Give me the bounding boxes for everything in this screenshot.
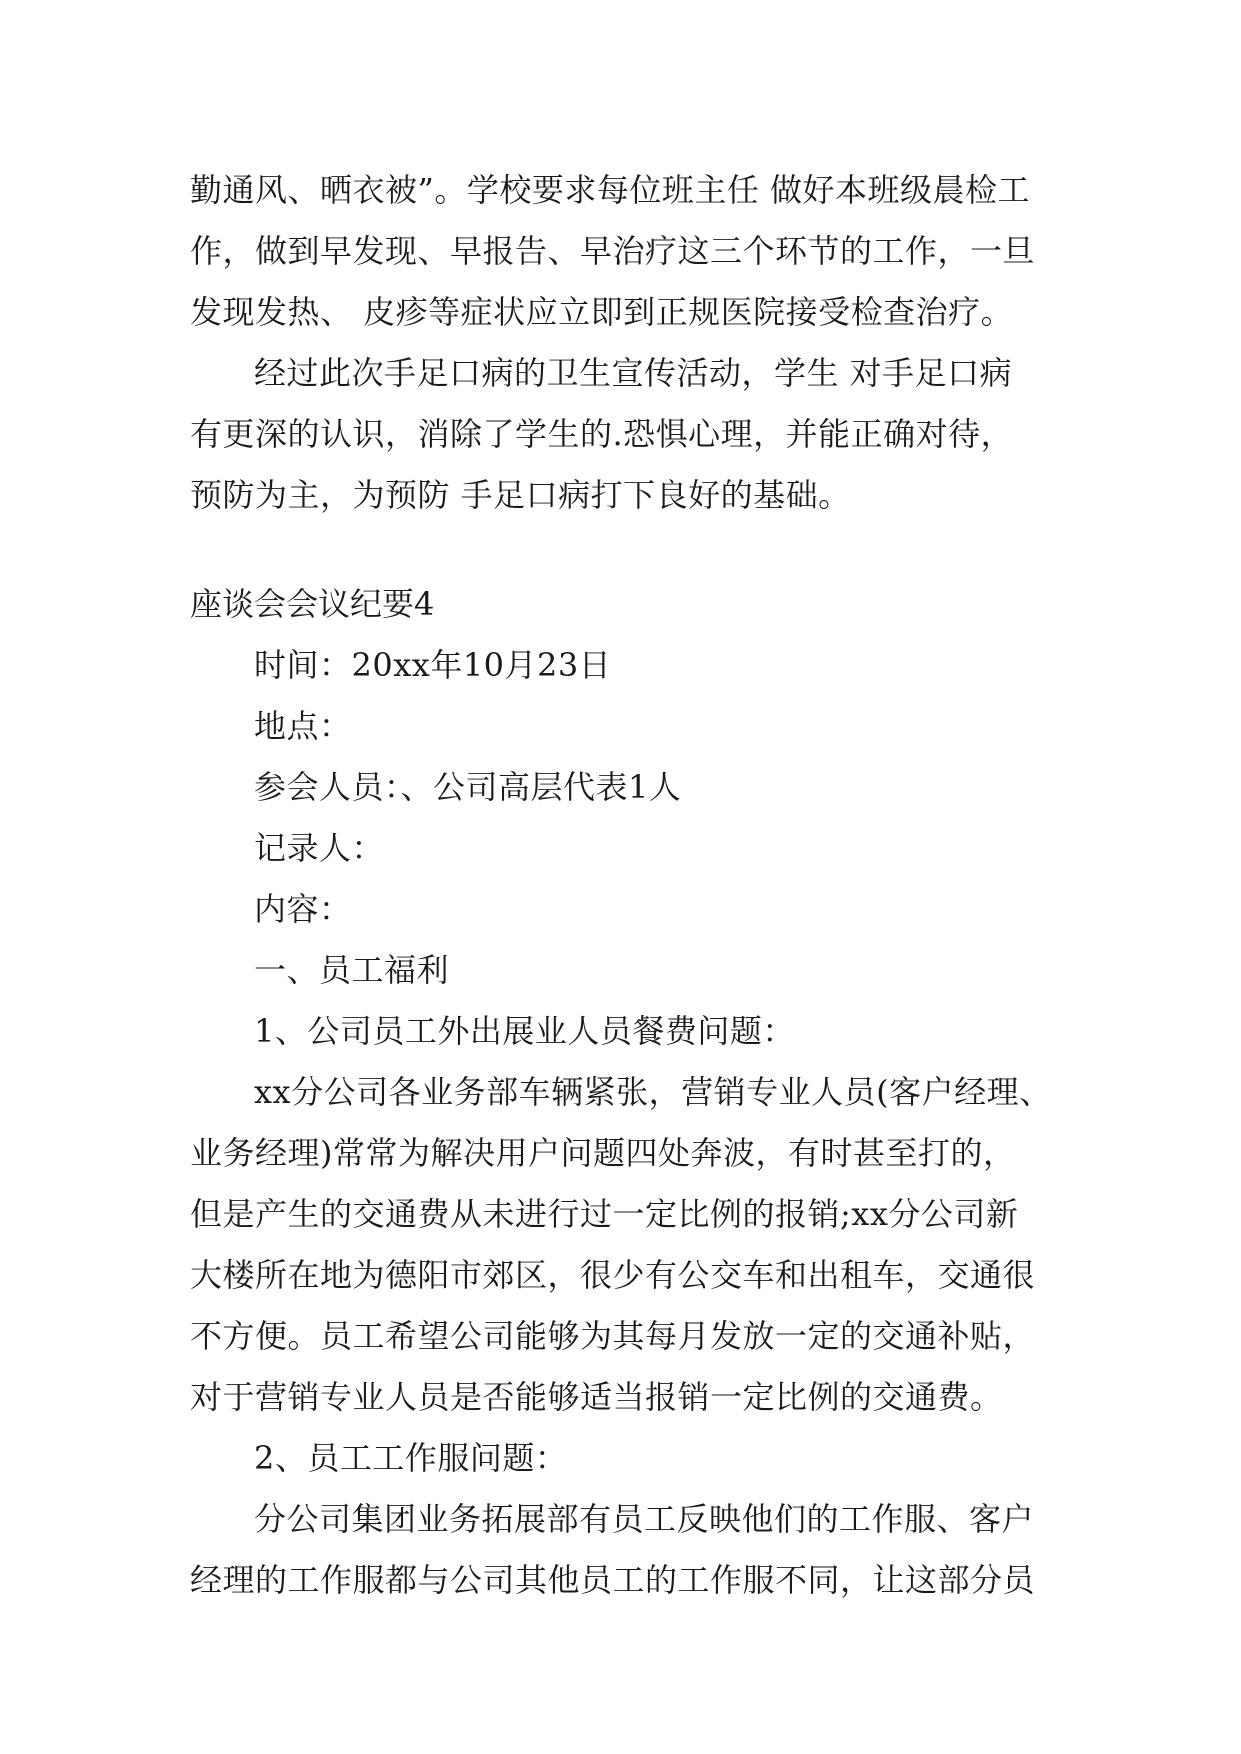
paragraph-line: 发现发热、 皮疹等症状应立即到正规医院接受检查治疗。 [190,293,1014,331]
paragraph-line: 分公司集团业务拓展部有员工反映他们的工作服、客户 [254,1500,1035,1538]
meta-attendees: 参会人员：、公司高层代表1人 [254,768,682,806]
sub-heading-1: 1、公司员工外出展业人员餐费问题： [254,1012,795,1050]
sub-heading-2: 2、员工工作服问题： [254,1439,568,1477]
paragraph-line: xx分公司各业务部车辆紧张，营销专业人员(客户经理、 [254,1073,1052,1111]
section-title: 座谈会会议纪要4 [190,585,435,623]
meta-place: 地点： [254,707,352,745]
paragraph-line: 大楼所在地为德阳市郊区，很少有公交车和出租车，交通很 [190,1256,1036,1294]
paragraph-line: 但是产生的交通费从未进行过一定比例的报销;xx分公司新 [190,1195,1019,1233]
item-heading: 一、员工福利 [254,951,450,989]
paragraph-line: 作，做到早发现、早报告、早治疗这三个环节的工作，一旦 [190,232,1036,270]
paragraph-line: 经过此次手足口病的卫生宣传活动，学生 对手足口病 [254,354,1013,392]
paragraph-line: 对于营销专业人员是否能够适当报销一定比例的交通费。 [190,1378,1003,1416]
paragraph-line: 勤通风、晒衣被”。学校要求每位班主任 做好本班级晨检工 [190,171,1031,209]
paragraph-line: 经理的工作服都与公司其他员工的工作服不同，让这部分员 [190,1561,1036,1599]
paragraph-line: 有更深的认识，消除了学生的.恐惧心理，并能正确对待， [190,415,1014,453]
paragraph-line: 业务经理)常常为解决用户问题四处奔波，有时甚至打的， [190,1134,1016,1172]
meta-recorder: 记录人： [254,829,385,867]
paragraph-line: 不方便。员工希望公司能够为其每月发放一定的交通补贴， [190,1317,1036,1355]
meta-time: 时间：20xx年10月23日 [254,646,612,684]
document-page [190,160,1060,1611]
meta-content: 内容： [254,890,352,928]
paragraph-line: 预防为主，为预防 手足口病打下良好的基础。 [190,476,851,514]
